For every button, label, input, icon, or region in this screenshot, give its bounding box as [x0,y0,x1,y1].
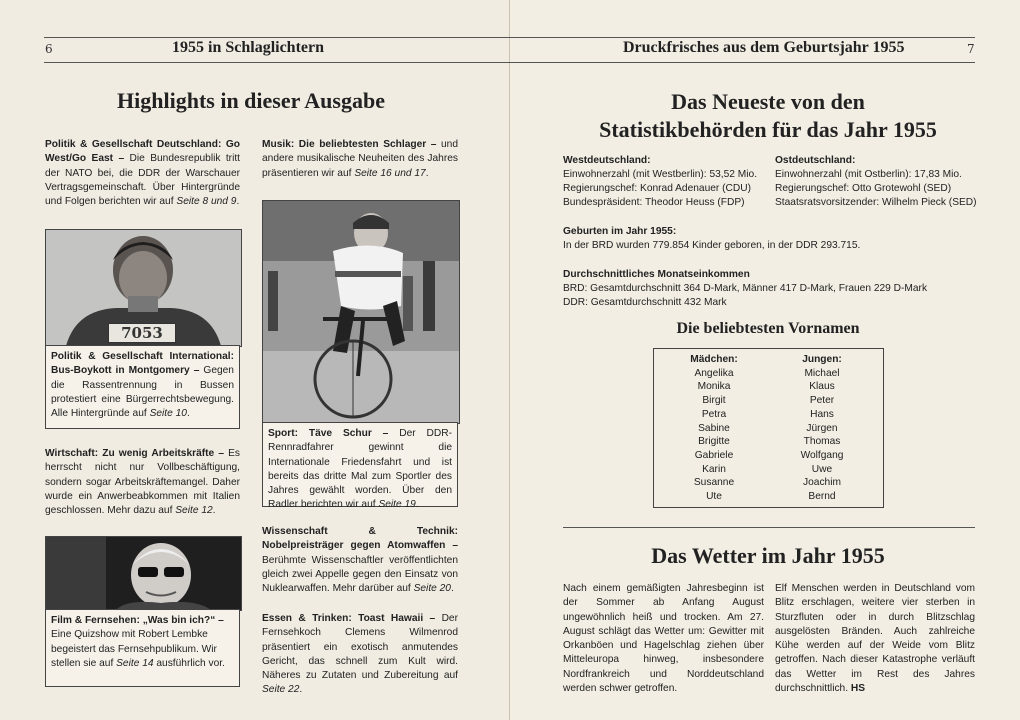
left-running-header: 1955 in Schlaglichtern [172,39,325,56]
cyclist-photo [262,200,460,424]
einkommen-stats: Durchschnittliches Monatseinkommen BRD: Gesamtdurchschnitt 364 D-Mark, Männer 417 D-Mark, Frauen 229 D-Mark DDR: Gesamtdurchschnitt 432 Mark [563,269,928,308]
tv-host-illustration [46,537,241,610]
girl-name: Brigitte [698,436,730,448]
boy-name: Thomas [803,436,841,448]
item-essen: Essen & Trinken: Toast Hawaii – Der Fernsehkoch Clemens Wilmenrod präsentiert ein exotisch anmutendes Gericht, das schnell zum Kult wird. Näheres zu Zutaten und Zubereitung auf Seite 22. [262,613,458,696]
item-politik-international: Politik & Gesellschaft International: Bus-Boykott in Montgomery – Gegen die Rassentrennung in Bussen protestiert eine Bürgerrechtsbewegung. Alle Hintergründe auf Seite 10. [45,345,240,429]
boy-name: Michael [804,367,840,379]
right-header-rule-bottom [510,62,975,63]
girl-name: Birgit [702,395,726,407]
girl-name: Karin [702,463,726,475]
boys-column: Jungen: Michael Klaus Peter Hans Jürgen Thomas Wolfgang Uwe Joachim Bernd [782,353,862,504]
boy-name: Jürgen [806,422,838,434]
girl-name: Angelika [694,367,734,379]
book-spine [509,0,510,720]
boy-name: Peter [809,395,835,407]
girl-name: Gabriele [694,449,734,461]
girls-column: Mädchen: Angelika Monika Birgit Petra Sabine Brigitte Gabriele Karin Susanne Ute [674,353,754,504]
item-musik: Musik: Die beliebtesten Schlager – und andere musikalische Neuheiten des Jahres präsentieren wir auf Seite 16 und 17. [262,139,458,179]
girl-name: Monika [697,381,731,393]
girl-name: Petra [701,408,727,420]
portrait-photo [45,229,242,347]
left-header-rule [44,37,510,38]
weather-column-1: Nach einem gemäßigten Jahresbeginn ist der Sommer ab Anfang August ungewöhnlich heiß und trocken. Am 27. August schlägt das Wetter um: Gewitter mit Orkanböen und Hagelschlag ziehen über Mitteleuropa hinweg, insbesondere Nordfrankreich und Norddeutschland werden schwer getroffen. [563,583,764,695]
ost-stats: Ostdeutschland: Einwohnerzahl (mit Ostberlin): 17,83 Mio. Regierungschef: Otto Grotewohl (SED) Staatsratsvorsitzender: Wilhelm Pieck (SED) [775,155,977,208]
weather-title: Das Wetter im Jahr 1955 [651,543,885,568]
geburten-stats: Geburten im Jahr 1955: In der BRD wurden 779.854 Kinder geboren, in der DDR 293.715. [563,226,861,251]
item-sport: Sport: Täve Schur – Der DDR-Rennradfahrer gewinnt die Internationale Friedensfahrt und ist bereits das dritte Mal zum Sportler des Jahres gewählt worden. Über den Radler berichten wir auf Seite 19. [262,422,458,507]
cyclist-illustration [263,201,459,423]
right-running-header: Druckfrisches aus dem Geburtsjahr 1955 [623,39,905,56]
left-page-title: Highlights in dieser Ausgabe [117,88,385,113]
boy-name: Hans [810,408,834,420]
right-page-title: Das Neueste von den Statistikbehörden für das Jahr 1955 [599,89,937,142]
tv-host-photo [45,536,242,611]
right-page-number: 7 [967,42,975,56]
boy-name: Joachim [803,477,841,489]
boy-name: Wolfgang [800,449,844,461]
item-politik-de: Politik & Gesellschaft Deutschland: Go West/Go East – Die Bundesrepublik tritt der NATO bei, die DDR der Warschauer Vertragsgemeinschaft. Über Hintergründe und Folgen berichten wir auf Seite 8 und 9. [45,139,240,208]
weather-column-2: Elf Menschen werden in Deutschland vom Blitz erschlagen, weitere vier sterben in Sturzfluten oder in durch Blitzschlag ausgelösten Bränden. Auch zahlreiche Kühe werden auf der Weide vom Blitz getroffen. Nach dieser Katastrophe verläuft das Wetter im Rest des Jahres durchschnittlich. HS [775,583,975,695]
names-title: Die beliebtesten Vornamen [676,320,860,337]
names-box [653,348,884,508]
author-initials: HS [850,683,866,695]
boy-name: Bernd [808,491,836,503]
boy-name: Klaus [809,381,835,393]
left-header-rule-bottom [44,62,510,63]
boy-name: Uwe [811,463,833,475]
item-wissenschaft: Wissenschaft & Technik: Nobelpreisträger gegen Atomwaffen – Berühmte Wissenschaftler veröffentlichten gleich zwei Appelle gegen den Einsatz von Nuklearwaffen. Mehr darüber auf Seite 20. [262,526,458,595]
west-stats: Westdeutschland: Einwohnerzahl (mit Westberlin): 53,52 Mio. Regierungschef: Konrad Adenauer (CDU) Bundespräsident: Theodor Heuss (FDP) [563,155,758,208]
weather-divider [563,527,975,528]
girl-name: Ute [706,491,722,503]
item-film-fernsehen: Film & Fernsehen: „Was bin ich?“ – Eine Quizshow mit Robert Lembke begeistert das Fernsehpublikum. Wir stellen sie auf Seite 14 ausführlich vor. [45,609,240,687]
item-wirtschaft: Wirtschaft: Zu wenig Arbeitskräfte – Es herrscht nicht nur Vollbeschäftigung, sondern sogar Arbeitskräftemangel. Daher wurde ein Anwerbeabkommen mit Italien geschlossen. Mehr dazu auf Seite 12. [45,448,240,517]
left-page-number: 6 [45,42,53,56]
right-header-rule [510,37,975,38]
prisoner-number-sign: 7053 [108,323,176,343]
girl-name: Susanne [693,477,735,489]
girl-name: Sabine [698,422,730,434]
